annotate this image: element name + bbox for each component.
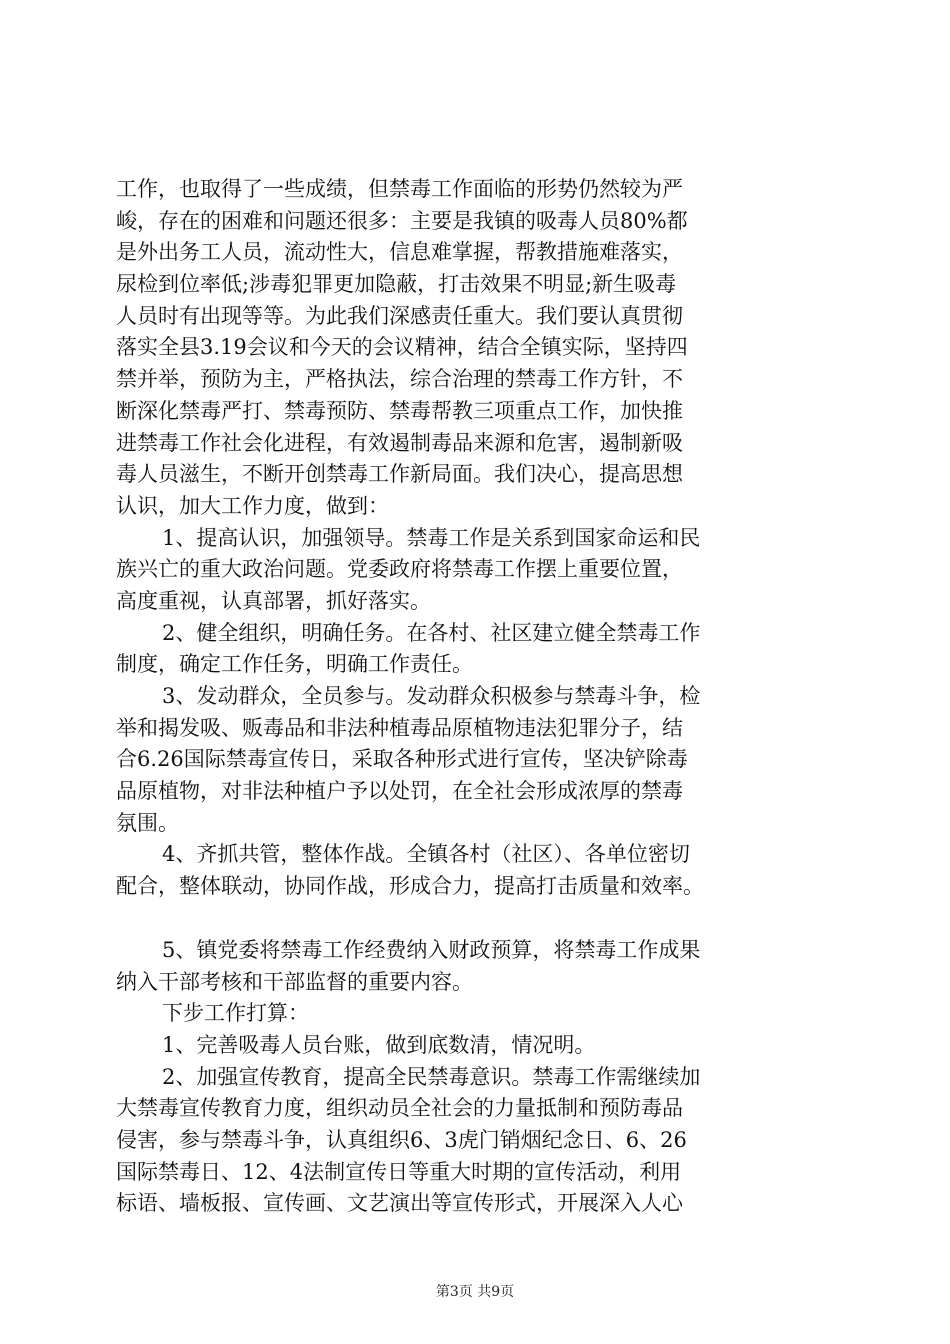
text-line: 大禁毒宣传教育力度，组织动员全社会的力量抵制和预防毒品 bbox=[116, 1096, 683, 1121]
text-line: 1、完善吸毒人员台账，做到底数清，情况明。 bbox=[162, 1032, 596, 1057]
text-line: 工作，也取得了一些成绩，但禁毒工作面临的形势仍然较为严 bbox=[116, 177, 683, 201]
text-line: 品原植物，对非法种植户予以处罚，在全社会形成浓厚的禁毒 bbox=[116, 779, 683, 804]
section-heading: 下步工作打算： bbox=[162, 1001, 309, 1026]
text-line: 合6.26国际禁毒宣传日，采取各种形式进行宣传，坚决铲除毒 bbox=[116, 747, 688, 772]
text-line: 族兴亡的重大政治问题。党委政府将禁毒工作摆上重要位置， bbox=[116, 557, 683, 582]
text-line: 尿检到位率低;涉毒犯罪更加隐蔽，打击效果不明显;新生吸毒 bbox=[116, 272, 677, 297]
text-line: 1、提高认识，加强领导。禁毒工作是关系到国家命运和民 bbox=[162, 525, 701, 550]
text-line: 4、齐抓共管，整体作战。全镇各村（社区）、各单位密切 bbox=[162, 842, 690, 867]
text-line: 禁并举，预防为主，严格执法，综合治理的禁毒工作方针，不 bbox=[116, 367, 683, 392]
text-line: 认识，加大工作力度，做到： bbox=[116, 493, 389, 518]
document-body bbox=[116, 174, 840, 1220]
text-line: 配合，整体联动，协同作战，形成合力，提高打击质量和效率。 bbox=[116, 874, 704, 899]
text-line: 断深化禁毒严打、禁毒预防、禁毒帮教三项重点工作，加快推 bbox=[116, 398, 683, 423]
text-line: 国际禁毒日、12、4法制宣传日等重大时期的宣传活动，利用 bbox=[116, 1159, 682, 1184]
text-line: 峻，存在的困难和问题还很多：主要是我镇的吸毒人员80%都 bbox=[116, 208, 688, 233]
text-line: 是外出务工人员，流动性大，信息难掌握，帮教措施难落实， bbox=[116, 240, 683, 265]
text-line: 2、加强宣传教育，提高全民禁毒意识。禁毒工作需继续加 bbox=[162, 1064, 701, 1089]
text-line: 落实全县3.19会议和今天的会议精神，结合全镇实际，坚持四 bbox=[116, 335, 688, 360]
text-line: 氛围。 bbox=[116, 810, 179, 835]
text-line: 5、镇党委将禁毒工作经费纳入财政预算，将禁毒工作成果 bbox=[162, 937, 701, 962]
text-line: 进禁毒工作社会化进程，有效遏制毒品来源和危害，遏制新吸 bbox=[116, 430, 683, 455]
text-line: 2、健全组织，明确任务。在各村、社区建立健全禁毒工作 bbox=[162, 620, 701, 645]
text-line: 举和揭发吸、贩毒品和非法种植毒品原植物违法犯罪分子，结 bbox=[116, 715, 683, 740]
page-number-footer: 第3页 共9页 bbox=[435, 1284, 515, 1300]
text-line: 侵害，参与禁毒斗争，认真组织6、3虎门销烟纪念日、6、26 bbox=[116, 1127, 687, 1152]
text-line: 毒人员滋生，不断开创禁毒工作新局面。我们决心，提高思想 bbox=[116, 462, 683, 487]
text-line: 制度，确定工作任务，明确工作责任。 bbox=[116, 652, 473, 677]
text-line: 人员时有出现等等。为此我们深感责任重大。我们要认真贯彻 bbox=[116, 303, 683, 328]
text-line: 标语、墙板报、宣传画、文艺演出等宣传形式，开展深入人心 bbox=[116, 1191, 683, 1216]
paragraph-gap bbox=[116, 903, 840, 935]
text-line: 3、发动群众，全员参与。发动群众积极参与禁毒斗争，检 bbox=[162, 684, 701, 708]
text-line: 高度重视，认真部署，抓好落实。 bbox=[116, 588, 431, 613]
text-line: 纳入干部考核和干部监督的重要内容。 bbox=[116, 969, 473, 994]
